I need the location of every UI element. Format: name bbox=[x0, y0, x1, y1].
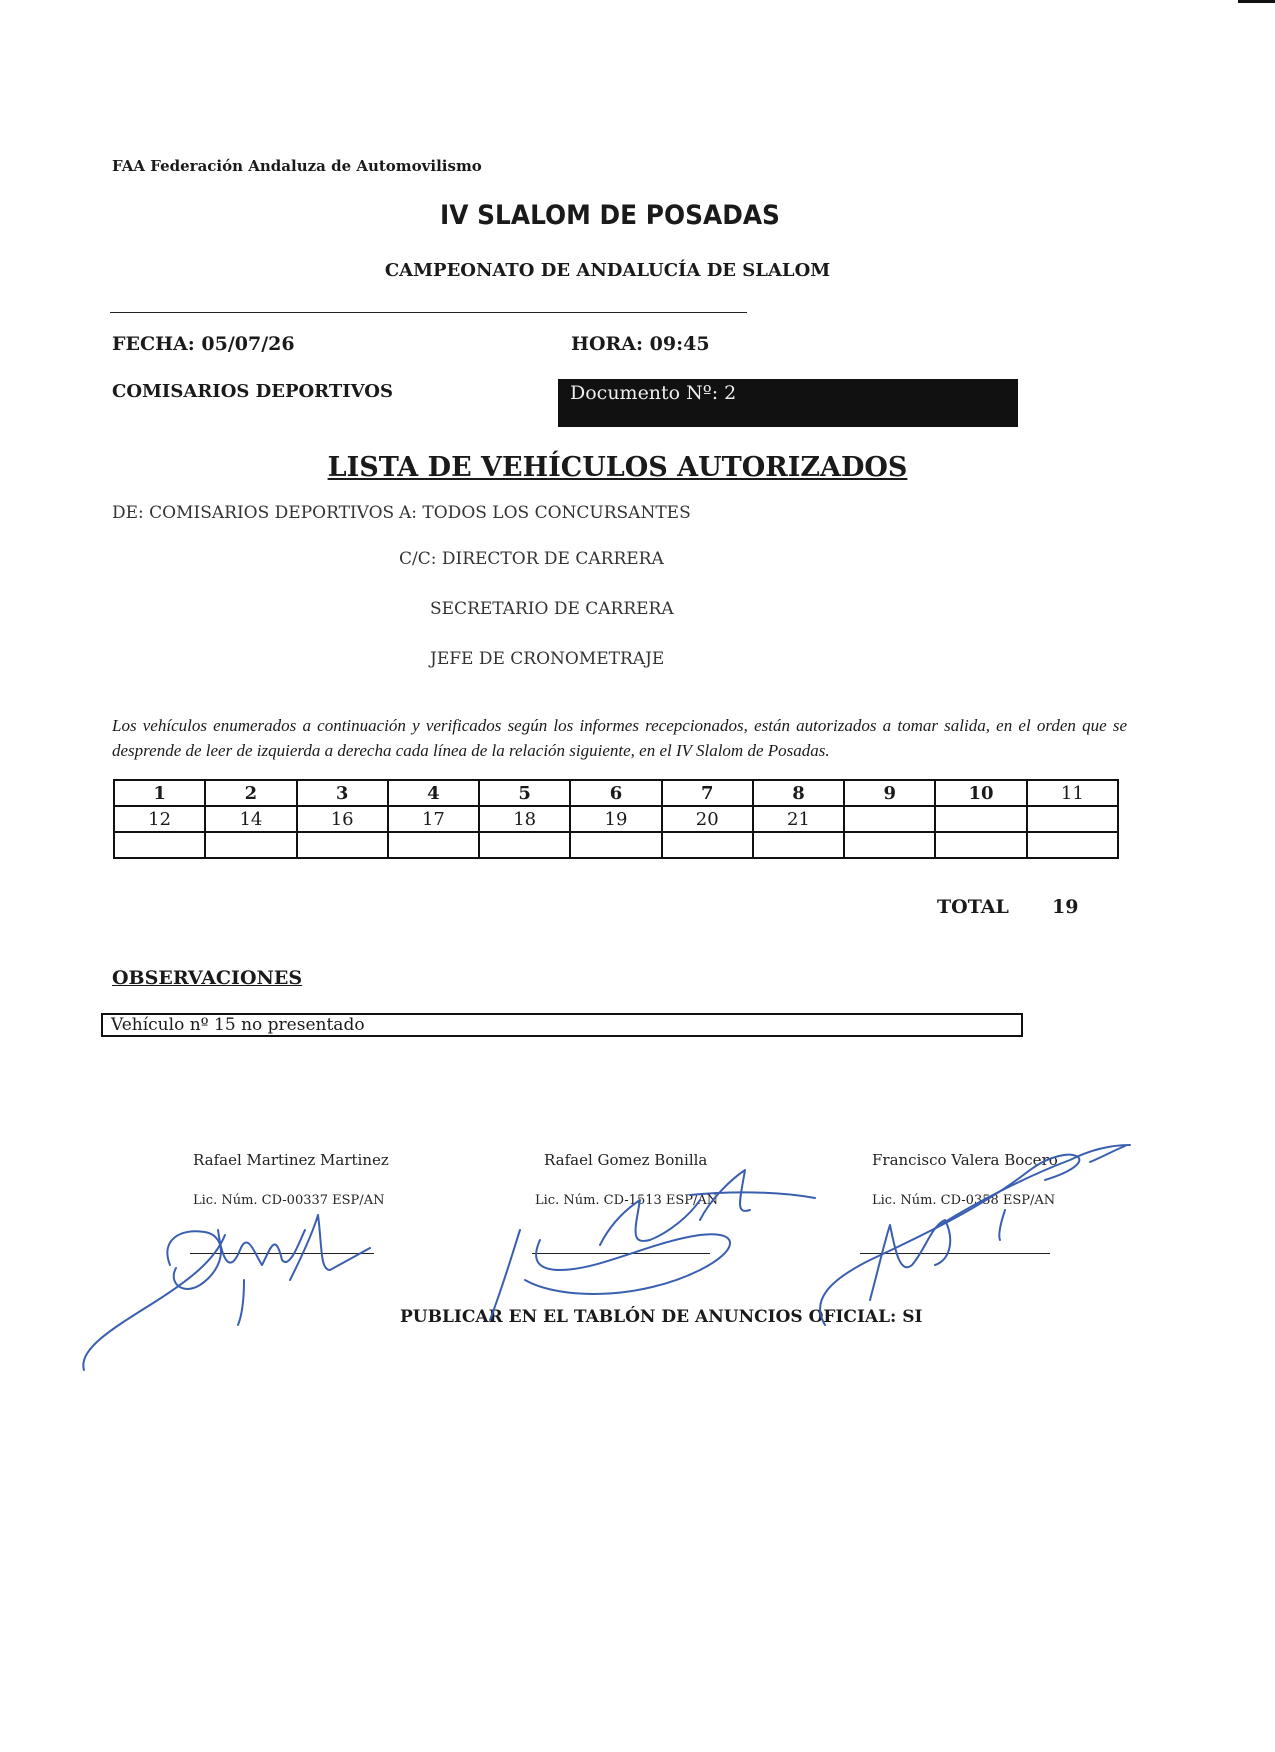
event-title: IV SLALOM DE POSADAS bbox=[440, 200, 780, 231]
signatory-3-name: Francisco Valera Bocero bbox=[872, 1151, 1058, 1169]
organization-name: FAA Federación Andaluza de Automovilismo bbox=[112, 157, 482, 175]
vehicle-table bbox=[113, 779, 1119, 859]
table-cell bbox=[844, 806, 935, 832]
table-cell: 1 bbox=[114, 780, 205, 806]
signatory-3-license: Lic. Núm. CD-0358 ESP/AN bbox=[872, 1193, 1056, 1208]
table-cell: 7 bbox=[662, 780, 753, 806]
observations-box: Vehículo nº 15 no presentado bbox=[101, 1013, 1023, 1037]
document-heading: LISTA DE VEHÍCULOS AUTORIZADOS bbox=[327, 452, 908, 483]
to-line: A: TODOS LOS CONCURSANTES bbox=[399, 503, 691, 523]
signatory-1-name: Rafael Martinez Martinez bbox=[193, 1151, 389, 1169]
cc-timing-line: JEFE DE CRONOMETRAJE bbox=[430, 649, 665, 669]
table-cell bbox=[753, 832, 844, 858]
table-cell bbox=[662, 832, 753, 858]
table-cell bbox=[479, 832, 570, 858]
table-cell: 4 bbox=[388, 780, 479, 806]
total-value: 19 bbox=[1052, 896, 1079, 918]
signature-3-stroke bbox=[870, 1220, 950, 1300]
signature-3-stroke bbox=[1090, 1146, 1125, 1162]
publish-notice: PUBLICAR EN EL TABLÓN DE ANUNCIOS OFICIAL: SI bbox=[400, 1307, 923, 1327]
signature-1-stroke bbox=[167, 1231, 221, 1289]
table-cell: 12 bbox=[114, 806, 205, 832]
signatory-2-name: Rafael Gomez Bonilla bbox=[544, 1151, 708, 1169]
table-cell: 3 bbox=[297, 780, 388, 806]
table-row bbox=[114, 806, 1118, 832]
table-row bbox=[114, 780, 1118, 806]
table-cell: 19 bbox=[570, 806, 661, 832]
signature-3-stroke bbox=[999, 1210, 1005, 1240]
table-cell bbox=[388, 832, 479, 858]
table-cell: 17 bbox=[388, 806, 479, 832]
table-row bbox=[114, 832, 1118, 858]
table-cell bbox=[205, 832, 296, 858]
observations-heading: OBSERVACIONES bbox=[112, 967, 303, 989]
signature-2-stroke bbox=[525, 1234, 730, 1294]
table-cell: 8 bbox=[753, 780, 844, 806]
table-cell: 16 bbox=[297, 806, 388, 832]
issuer-label: COMISARIOS DEPORTIVOS bbox=[112, 381, 393, 402]
table-cell bbox=[1027, 832, 1118, 858]
table-cell bbox=[844, 832, 935, 858]
table-cell bbox=[297, 832, 388, 858]
signature-1-stroke bbox=[238, 1280, 244, 1325]
scan-corner-mark bbox=[1238, 0, 1275, 3]
table-cell: 10 bbox=[935, 780, 1026, 806]
table-cell: 11 bbox=[1027, 780, 1118, 806]
signature-1-stroke bbox=[83, 1235, 225, 1370]
signatory-2-license: Lic. Núm. CD-1513 ESP/AN bbox=[535, 1193, 719, 1208]
signatory-2-line bbox=[532, 1253, 710, 1254]
table-cell: 18 bbox=[479, 806, 570, 832]
championship-subtitle: CAMPEONATO DE ANDALUCÍA DE SLALOM bbox=[384, 260, 831, 281]
table-cell: 6 bbox=[570, 780, 661, 806]
header-divider bbox=[110, 312, 747, 313]
document-number-box: Documento Nº: 2 bbox=[558, 379, 1018, 427]
date-field: FECHA: 05/07/26 bbox=[112, 333, 295, 355]
signature-1-stroke bbox=[290, 1215, 370, 1280]
signature-3-stroke bbox=[820, 1155, 1079, 1325]
time-field: HORA: 09:45 bbox=[571, 333, 710, 355]
from-line: DE: COMISARIOS DEPORTIVOS bbox=[112, 503, 395, 523]
signatory-1-license: Lic. Núm. CD-00337 ESP/AN bbox=[193, 1193, 385, 1208]
signatory-3-line bbox=[860, 1253, 1050, 1254]
table-cell: 14 bbox=[205, 806, 296, 832]
table-cell bbox=[935, 832, 1026, 858]
signature-1-stroke bbox=[218, 1230, 305, 1265]
total-label: TOTAL bbox=[937, 896, 1009, 918]
cc-secretary-line: SECRETARIO DE CARRERA bbox=[430, 599, 674, 619]
table-cell bbox=[570, 832, 661, 858]
table-cell: 9 bbox=[844, 780, 935, 806]
authorization-paragraph: Los vehículos enumerados a continuación y verificados según los informes recepcionados, están autorizados a tomar salida, en el orden que se desprende de leer de izquierda a derecha cada línea de la relación siguiente, en el IV Slalom de Posadas. bbox=[112, 716, 1127, 760]
table-cell: 2 bbox=[205, 780, 296, 806]
table-cell bbox=[935, 806, 1026, 832]
signatory-1-line bbox=[190, 1253, 374, 1254]
table-cell: 21 bbox=[753, 806, 844, 832]
table-cell bbox=[114, 832, 205, 858]
table-cell bbox=[1027, 806, 1118, 832]
cc-line: C/C: DIRECTOR DE CARRERA bbox=[399, 549, 664, 569]
table-cell: 5 bbox=[479, 780, 570, 806]
table-cell: 20 bbox=[662, 806, 753, 832]
